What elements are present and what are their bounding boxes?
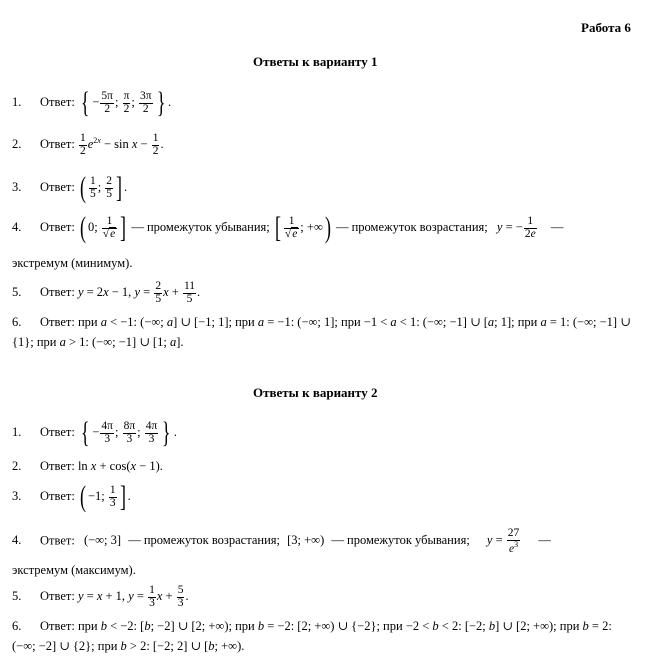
page-header: Работа 6 <box>581 20 631 35</box>
v2-answer-3: 3. Ответ: ( −1; $\frac{1}{3}$ ] . <box>12 480 131 513</box>
v2-answer-2: 2. Ответ: ln x + cos(x − 1). <box>12 459 163 473</box>
variant-2-title: Ответы к варианту 2 <box>253 385 378 400</box>
v2-answer-6: 6. Ответ: при b < −2: [b; −2] ∪ [2; +∞); при b = −2: [2; +∞) ∪ {−2}; при −2 < b < 2: [−2; b] ∪ [2; +∞); при b = 2: (−∞; −2] ∪ {2}; при b > 2: [−2; 2] ∪ [b; +∞). <box>12 619 612 653</box>
v1-answer-4: 4. Ответ: ( 0; $\frac{1}{√e}$ ] — промежуток убывания; [ $\frac{1}{√e}$ ; +∞) — промежуток возрастания; y = − $\frac{1}{2e}$ — <box>12 211 564 244</box>
v1-answer-3: 3. Ответ: ( $\frac{1}{5}$ ; $\frac{2}{5}$ ] . <box>12 171 128 204</box>
v2-answer-4-cont: экстремум (максимум). <box>12 563 136 577</box>
v2-answer-1: 1. Ответ: { − $\frac{4\pi}{3}$ ; $\frac{8\pi}{3}$ ; $\frac{4\pi}{3}$ } . <box>12 416 177 449</box>
v1-answer-1: 1. Ответ: { − $\frac{5\pi}{2}$ ; $\frac{\pi}{2}$ ; $\frac{3\pi}{2}$ } . <box>12 86 172 119</box>
v1-answer-4-cont: экстремум (минимум). <box>12 256 133 270</box>
v1-answer-6: 6. Ответ: при a < −1: (−∞; a] ∪ [−1; 1]; при a = −1: (−∞; 1]; при −1 < a < 1: (−∞; −1] ∪ [a; 1]; при a = 1: (−∞; −1] ∪ {1}; при a > 1: (−∞; −1] ∪ [1; a]. <box>12 315 631 349</box>
v1-answer-5: 5. Ответ: y = 2x − 1, y = $\frac{2}{5}$ x + $\frac{11}{5}$ . <box>12 280 201 305</box>
variant-1-title: Ответы к варианту 1 <box>253 54 378 69</box>
v1-answer-2: 2. Ответ: $\frac{1}{2}$ $e^{2x} - \sin x$ − $\frac{1}{2}$ . <box>12 132 164 157</box>
v2-answer-5: 5. Ответ: y = x + 1, y = $\frac{1}{3}$ x + $\frac{5}{3}$ . <box>12 584 189 609</box>
v2-answer-4: 4. Ответ: (−∞; 3] — промежуток возрастания; [3; +∞) — промежуток убывания; y = $\frac{27}{e^3}$ — <box>12 527 551 555</box>
